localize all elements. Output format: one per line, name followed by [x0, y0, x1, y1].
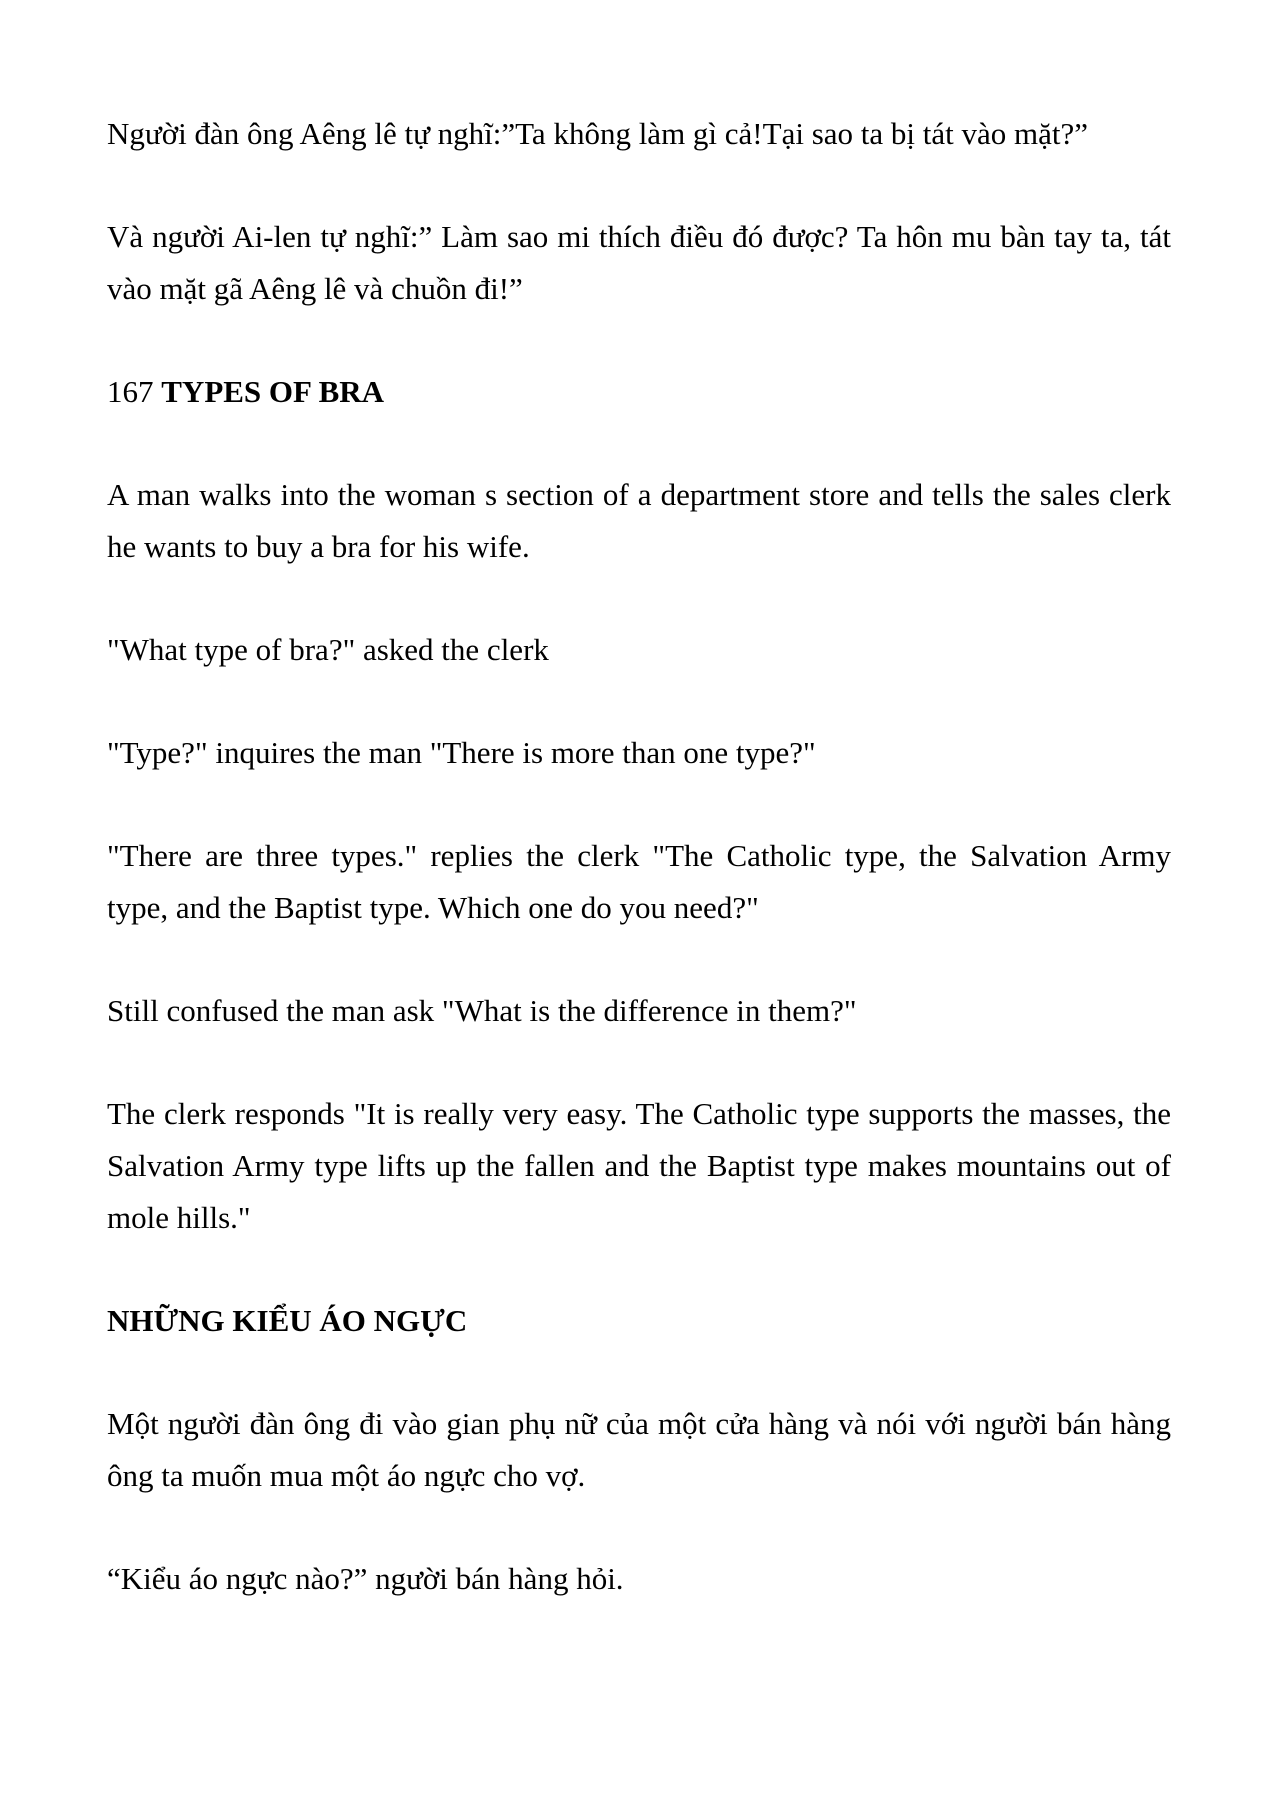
heading-title-vi: NHỮNG KIỂU ÁO NGỰC: [107, 1303, 468, 1338]
paragraph-story-en-5: Still confused the man ask "What is the difference in them?": [107, 993, 857, 1028]
document-page: [107, 108, 1171, 1605]
paragraph-english-man-thought: Người đàn ông Aêng lê tự nghĩ:”Ta không làm gì cả!Tại sao ta bị tát vào mặt?”: [107, 116, 1088, 151]
heading-nhung-kieu-ao-nguc: [107, 1295, 1171, 1347]
paragraph-story-en-4: "There are three types." replies the clerk "The Catholic type, the Salvation Army type, and the Baptist type. Which one do you need?": [107, 838, 1171, 925]
heading-title: TYPES OF BRA: [161, 374, 385, 409]
paragraph-story-vi-1: Một người đàn ông đi vào gian phụ nữ của một cửa hàng và nói với người bán hàng ông ta muốn mua một áo ngực cho vợ.: [107, 1406, 1171, 1493]
paragraph-story-en-6: The clerk responds "It is really very easy. The Catholic type supports the masses, the Salvation Army type lifts up the fallen and the Baptist type makes mountains out of mole hills.": [107, 1096, 1171, 1235]
paragraph-story-en-2: "What type of bra?" asked the clerk: [107, 632, 549, 667]
paragraph-story-en-3: "Type?" inquires the man "There is more than one type?": [107, 735, 816, 770]
paragraph-story-en-1: A man walks into the woman s section of a department store and tells the sales clerk he wants to buy a bra for his wife.: [107, 477, 1171, 564]
paragraph-story-vi-2: “Kiểu áo ngực nào?” người bán hàng hỏi.: [107, 1561, 624, 1596]
heading-types-of-bra: [107, 366, 1171, 418]
heading-number: 167: [107, 374, 154, 409]
paragraph-irish-man-thought: Và người Ai-len tự nghĩ:” Làm sao mi thích điều đó được? Ta hôn mu bàn tay ta, tát vào mặt gã Aêng lê và chuồn đi!”: [107, 219, 1171, 306]
